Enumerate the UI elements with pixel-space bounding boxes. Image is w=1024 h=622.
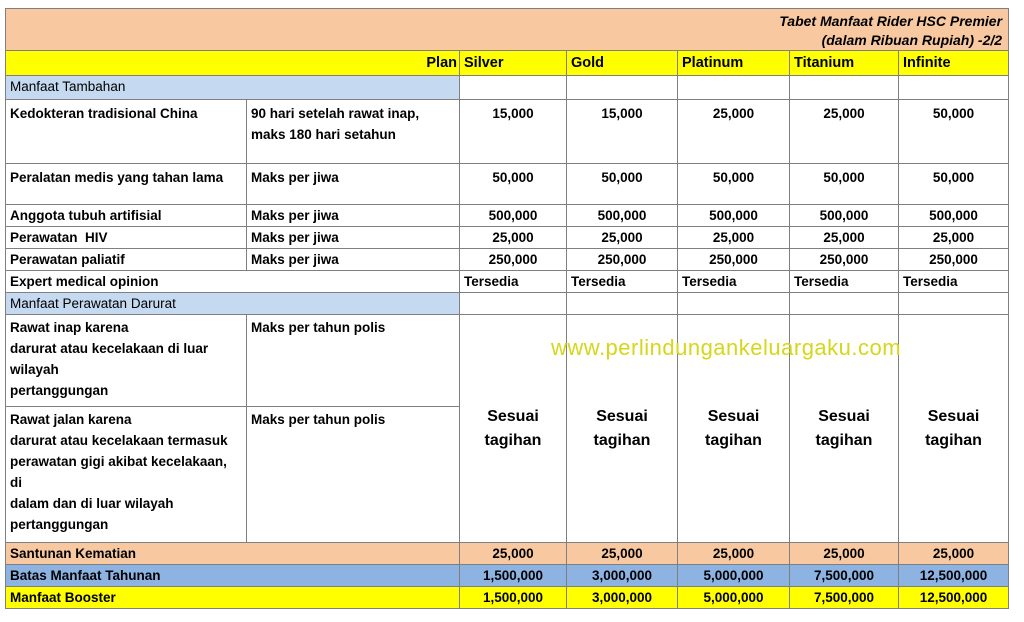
- footer-label: Santunan Kematian: [6, 543, 460, 565]
- benefit-label: Anggota tubuh artifisial: [6, 205, 247, 227]
- value-cell: 50,000: [790, 164, 899, 205]
- value-cell: 250,000: [678, 249, 790, 271]
- sesuai-tagihan-cell: Sesuai tagihan: [460, 315, 567, 543]
- plan-gold: Gold: [567, 51, 678, 76]
- benefit-condition: Maks per jiwa: [247, 205, 460, 227]
- table-row: [6, 227, 1009, 249]
- value-cell: 25,000: [678, 100, 790, 164]
- value-cell: 25,000: [899, 543, 1009, 565]
- value-cell: 25,000: [790, 100, 899, 164]
- benefit-label: Perawatan HIV: [6, 227, 247, 249]
- section-row: [6, 76, 1009, 100]
- benefit-condition: Maks per jiwa: [247, 227, 460, 249]
- benefit-label: Expert medical opinion: [6, 271, 460, 293]
- value-cell: 25,000: [790, 543, 899, 565]
- benefit-condition: Maks per jiwa: [247, 164, 460, 205]
- value-cell: 25,000: [678, 543, 790, 565]
- plan-silver: Silver: [460, 51, 567, 76]
- sesuai-tagihan-cell: Sesuai tagihan: [567, 315, 678, 543]
- footer-row-batas: [6, 565, 1009, 587]
- value-cell: 1,500,000: [460, 565, 567, 587]
- value-cell: 7,500,000: [790, 565, 899, 587]
- footer-row-santunan: [6, 543, 1009, 565]
- value-cell: 25,000: [790, 227, 899, 249]
- section-manfaat-tambahan: Manfaat Tambahan: [6, 76, 460, 100]
- section-row: [6, 293, 1009, 315]
- table-row: [6, 205, 1009, 227]
- footer-label: Batas Manfaat Tahunan: [6, 565, 460, 587]
- value-cell: 12,500,000: [899, 565, 1009, 587]
- title-line-1: Tabet Manfaat Rider HSC Premier: [779, 13, 1003, 29]
- value-cell: 250,000: [790, 249, 899, 271]
- benefit-label: Peralatan medis yang tahan lama: [6, 164, 247, 205]
- benefit-label-rawat-jalan: Rawat jalan karena darurat atau kecelakaan termasuk perawatan gigi akibat kecelakaan, di dalam dan di luar wilayah pertanggungan: [6, 407, 247, 543]
- watermark: www.perlindungankeluargaku.com: [551, 335, 902, 360]
- value-cell: 500,000: [678, 205, 790, 227]
- value-cell: 25,000: [899, 227, 1009, 249]
- benefit-condition: Maks per jiwa: [247, 249, 460, 271]
- value-cell: 500,000: [899, 205, 1009, 227]
- plan-infinite: Infinite: [899, 51, 1009, 76]
- plan-titanium: Titanium: [790, 51, 899, 76]
- value-cell: 50,000: [899, 100, 1009, 164]
- plan-header-row: [6, 51, 1009, 76]
- value-cell: 500,000: [567, 205, 678, 227]
- value-cell: 15,000: [567, 100, 678, 164]
- value-cell: 1,500,000: [460, 587, 567, 609]
- value-cell: 25,000: [460, 543, 567, 565]
- value-cell: 7,500,000: [790, 587, 899, 609]
- title-line-2: (dalam Ribuan Rupiah) -2/2: [821, 32, 1003, 48]
- value-cell: 25,000: [567, 227, 678, 249]
- value-cell: Tersedia: [899, 271, 1009, 293]
- value-cell: 250,000: [567, 249, 678, 271]
- table-row: [6, 164, 1009, 205]
- value-cell: 3,000,000: [567, 587, 678, 609]
- table-row: [6, 100, 1009, 164]
- benefit-table: [5, 8, 1009, 609]
- title-row: [6, 9, 1009, 51]
- value-cell: 500,000: [790, 205, 899, 227]
- benefit-condition: Maks per tahun polis: [247, 315, 460, 407]
- benefit-label: Kedokteran tradisional China: [6, 100, 247, 164]
- plan-label: Plan: [6, 51, 460, 76]
- value-cell: 250,000: [460, 249, 567, 271]
- value-cell: 15,000: [460, 100, 567, 164]
- table-row: [6, 249, 1009, 271]
- value-cell: 12,500,000: [899, 587, 1009, 609]
- value-cell: 5,000,000: [678, 587, 790, 609]
- benefit-condition: Maks per tahun polis: [247, 407, 460, 543]
- value-cell: 25,000: [460, 227, 567, 249]
- footer-row-booster: [6, 587, 1009, 609]
- value-cell: 3,000,000: [567, 565, 678, 587]
- value-cell: Tersedia: [460, 271, 567, 293]
- value-cell: 50,000: [678, 164, 790, 205]
- value-cell: 50,000: [460, 164, 567, 205]
- benefit-condition: 90 hari setelah rawat inap, maks 180 hari setahun: [247, 100, 460, 164]
- plan-platinum: Platinum: [678, 51, 790, 76]
- value-cell: 25,000: [567, 543, 678, 565]
- sesuai-tagihan-cell: Sesuai tagihan: [678, 315, 790, 543]
- benefit-label: Perawatan paliatif: [6, 249, 247, 271]
- sesuai-tagihan-cell: Sesuai tagihan: [899, 315, 1009, 543]
- sesuai-tagihan-cell: Sesuai tagihan: [790, 315, 899, 543]
- value-cell: Tersedia: [567, 271, 678, 293]
- section-manfaat-perawatan-darurat: Manfaat Perawatan Darurat: [6, 293, 460, 315]
- footer-label: Manfaat Booster: [6, 587, 460, 609]
- value-cell: 500,000: [460, 205, 567, 227]
- value-cell: 50,000: [899, 164, 1009, 205]
- value-cell: 5,000,000: [678, 565, 790, 587]
- benefit-label-rawat-inap: Rawat inap karena darurat atau kecelakaan di luar wilayah pertanggungan: [6, 315, 247, 407]
- value-cell: 250,000: [899, 249, 1009, 271]
- value-cell: Tersedia: [790, 271, 899, 293]
- value-cell: 50,000: [567, 164, 678, 205]
- table-title: [6, 9, 1009, 51]
- table-row: [6, 271, 1009, 293]
- value-cell: Tersedia: [678, 271, 790, 293]
- value-cell: 25,000: [678, 227, 790, 249]
